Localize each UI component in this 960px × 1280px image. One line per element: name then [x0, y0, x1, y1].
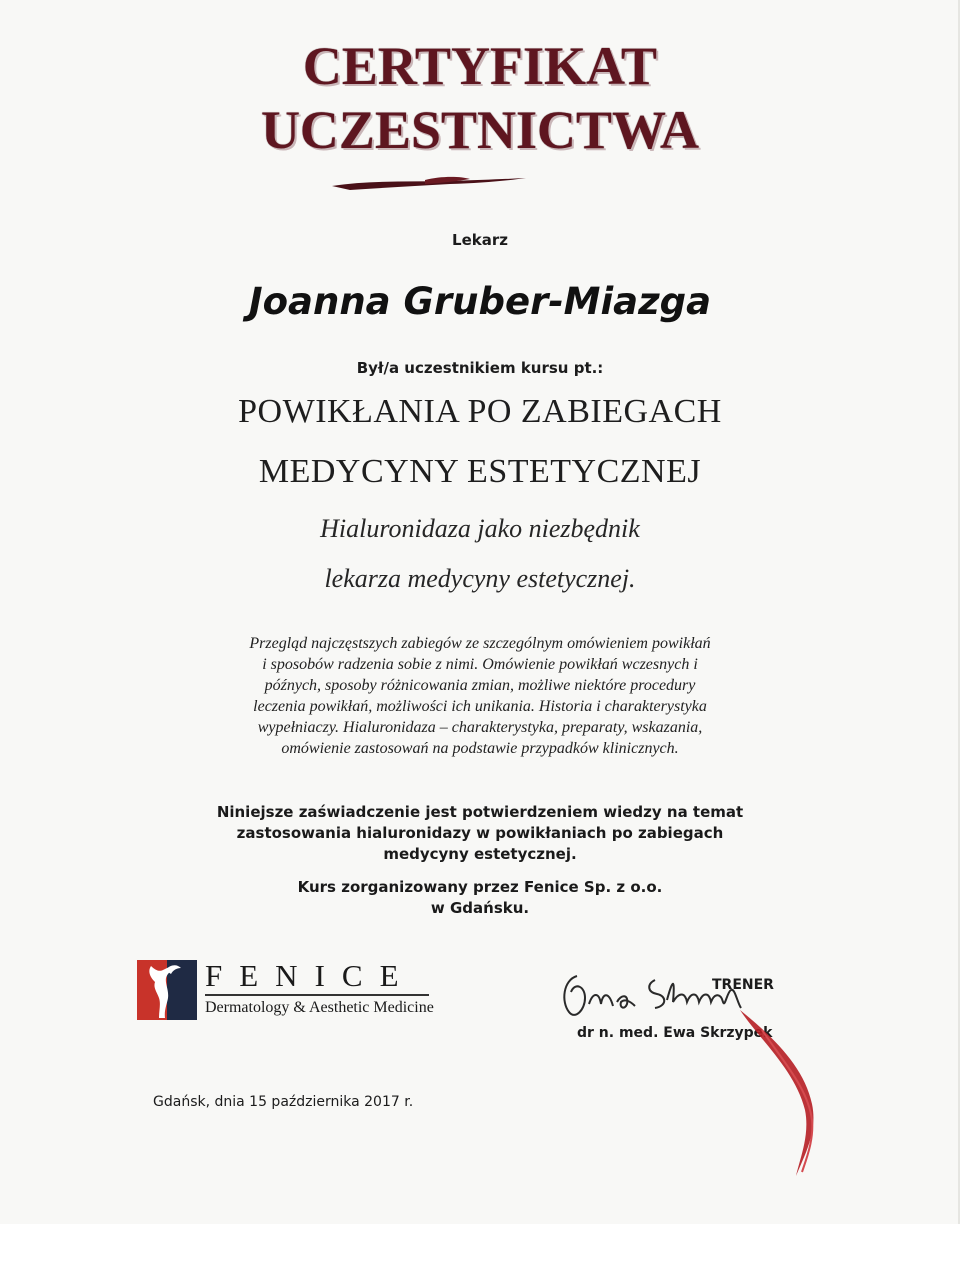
place-and-date: Gdańsk, dnia 15 października 2017 r. [153, 1094, 414, 1110]
fenice-emblem-icon [137, 960, 197, 1020]
confirmation-line: zastosowania hialuronidazy w powikłaniach po zabiegach [236, 824, 724, 842]
description-line: leczenia powikłań, możliwości ich unikania. Historia i charakterystyka [253, 698, 707, 715]
trainer-name: dr n. med. Ewa Skrzypek [577, 1025, 773, 1041]
recipient-name: Joanna Gruber-Miazga [248, 280, 712, 323]
description-line: wypełniaczy. Hialuronidaza – charakterystyka, preparaty, wskazania, [257, 719, 703, 736]
course-title-line-1: POWIKŁANIA PO ZABIEGACH [238, 393, 722, 430]
description-line: omówienie zastosowań na podstawie przypadków klinicznych. [281, 740, 679, 757]
description-line: Przegląd najczęstszych zabiegów ze szczególnym omówieniem powikłań [249, 635, 711, 652]
trainer-label: TRENER [712, 977, 774, 993]
description-line: późnych, sposoby różnicowania zmian, możliwe niektóre procedury [264, 677, 696, 694]
confirmation-text [0, 802, 960, 865]
logo-divider [205, 994, 429, 996]
fenice-tagline: Dermatology & Aesthetic Medicine [205, 999, 434, 1016]
organizer-line: Kurs zorganizowany przez Fenice Sp. z o.o. [297, 878, 663, 896]
confirmation-line: medycyny estetycznej. [383, 845, 577, 863]
course-description [0, 633, 960, 759]
fenice-logo [137, 960, 437, 1022]
red-ribbon-decoration [700, 1000, 840, 1180]
fenice-wordmark: FENICE [205, 958, 416, 993]
title-line-1: CERTYFIKAT [302, 36, 658, 96]
course-subtitle-line-1: Hialuronidaza jako niezbędnik [320, 514, 640, 543]
confirmation-line: Niniejsze zaświadczenie jest potwierdzeniem wiedzy na temat [216, 803, 744, 821]
role-label: Lekarz [452, 231, 508, 249]
title-line-2: UCZESTNICTWA [260, 100, 700, 160]
description-line: i sposobów radzenia sobie z nimi. Omówienie powikłań wczesnych i [262, 656, 698, 673]
organizer-text [0, 877, 960, 919]
title-flourish [330, 172, 530, 194]
course-subtitle-line-2: lekarza medycyny estetycznej. [324, 564, 636, 593]
course-title-line-2: MEDYCYNY ESTETYCZNEJ [258, 453, 702, 490]
participant-text: Był/a uczestnikiem kursu pt.: [356, 359, 604, 377]
organizer-line: w Gdańsku. [430, 899, 530, 917]
